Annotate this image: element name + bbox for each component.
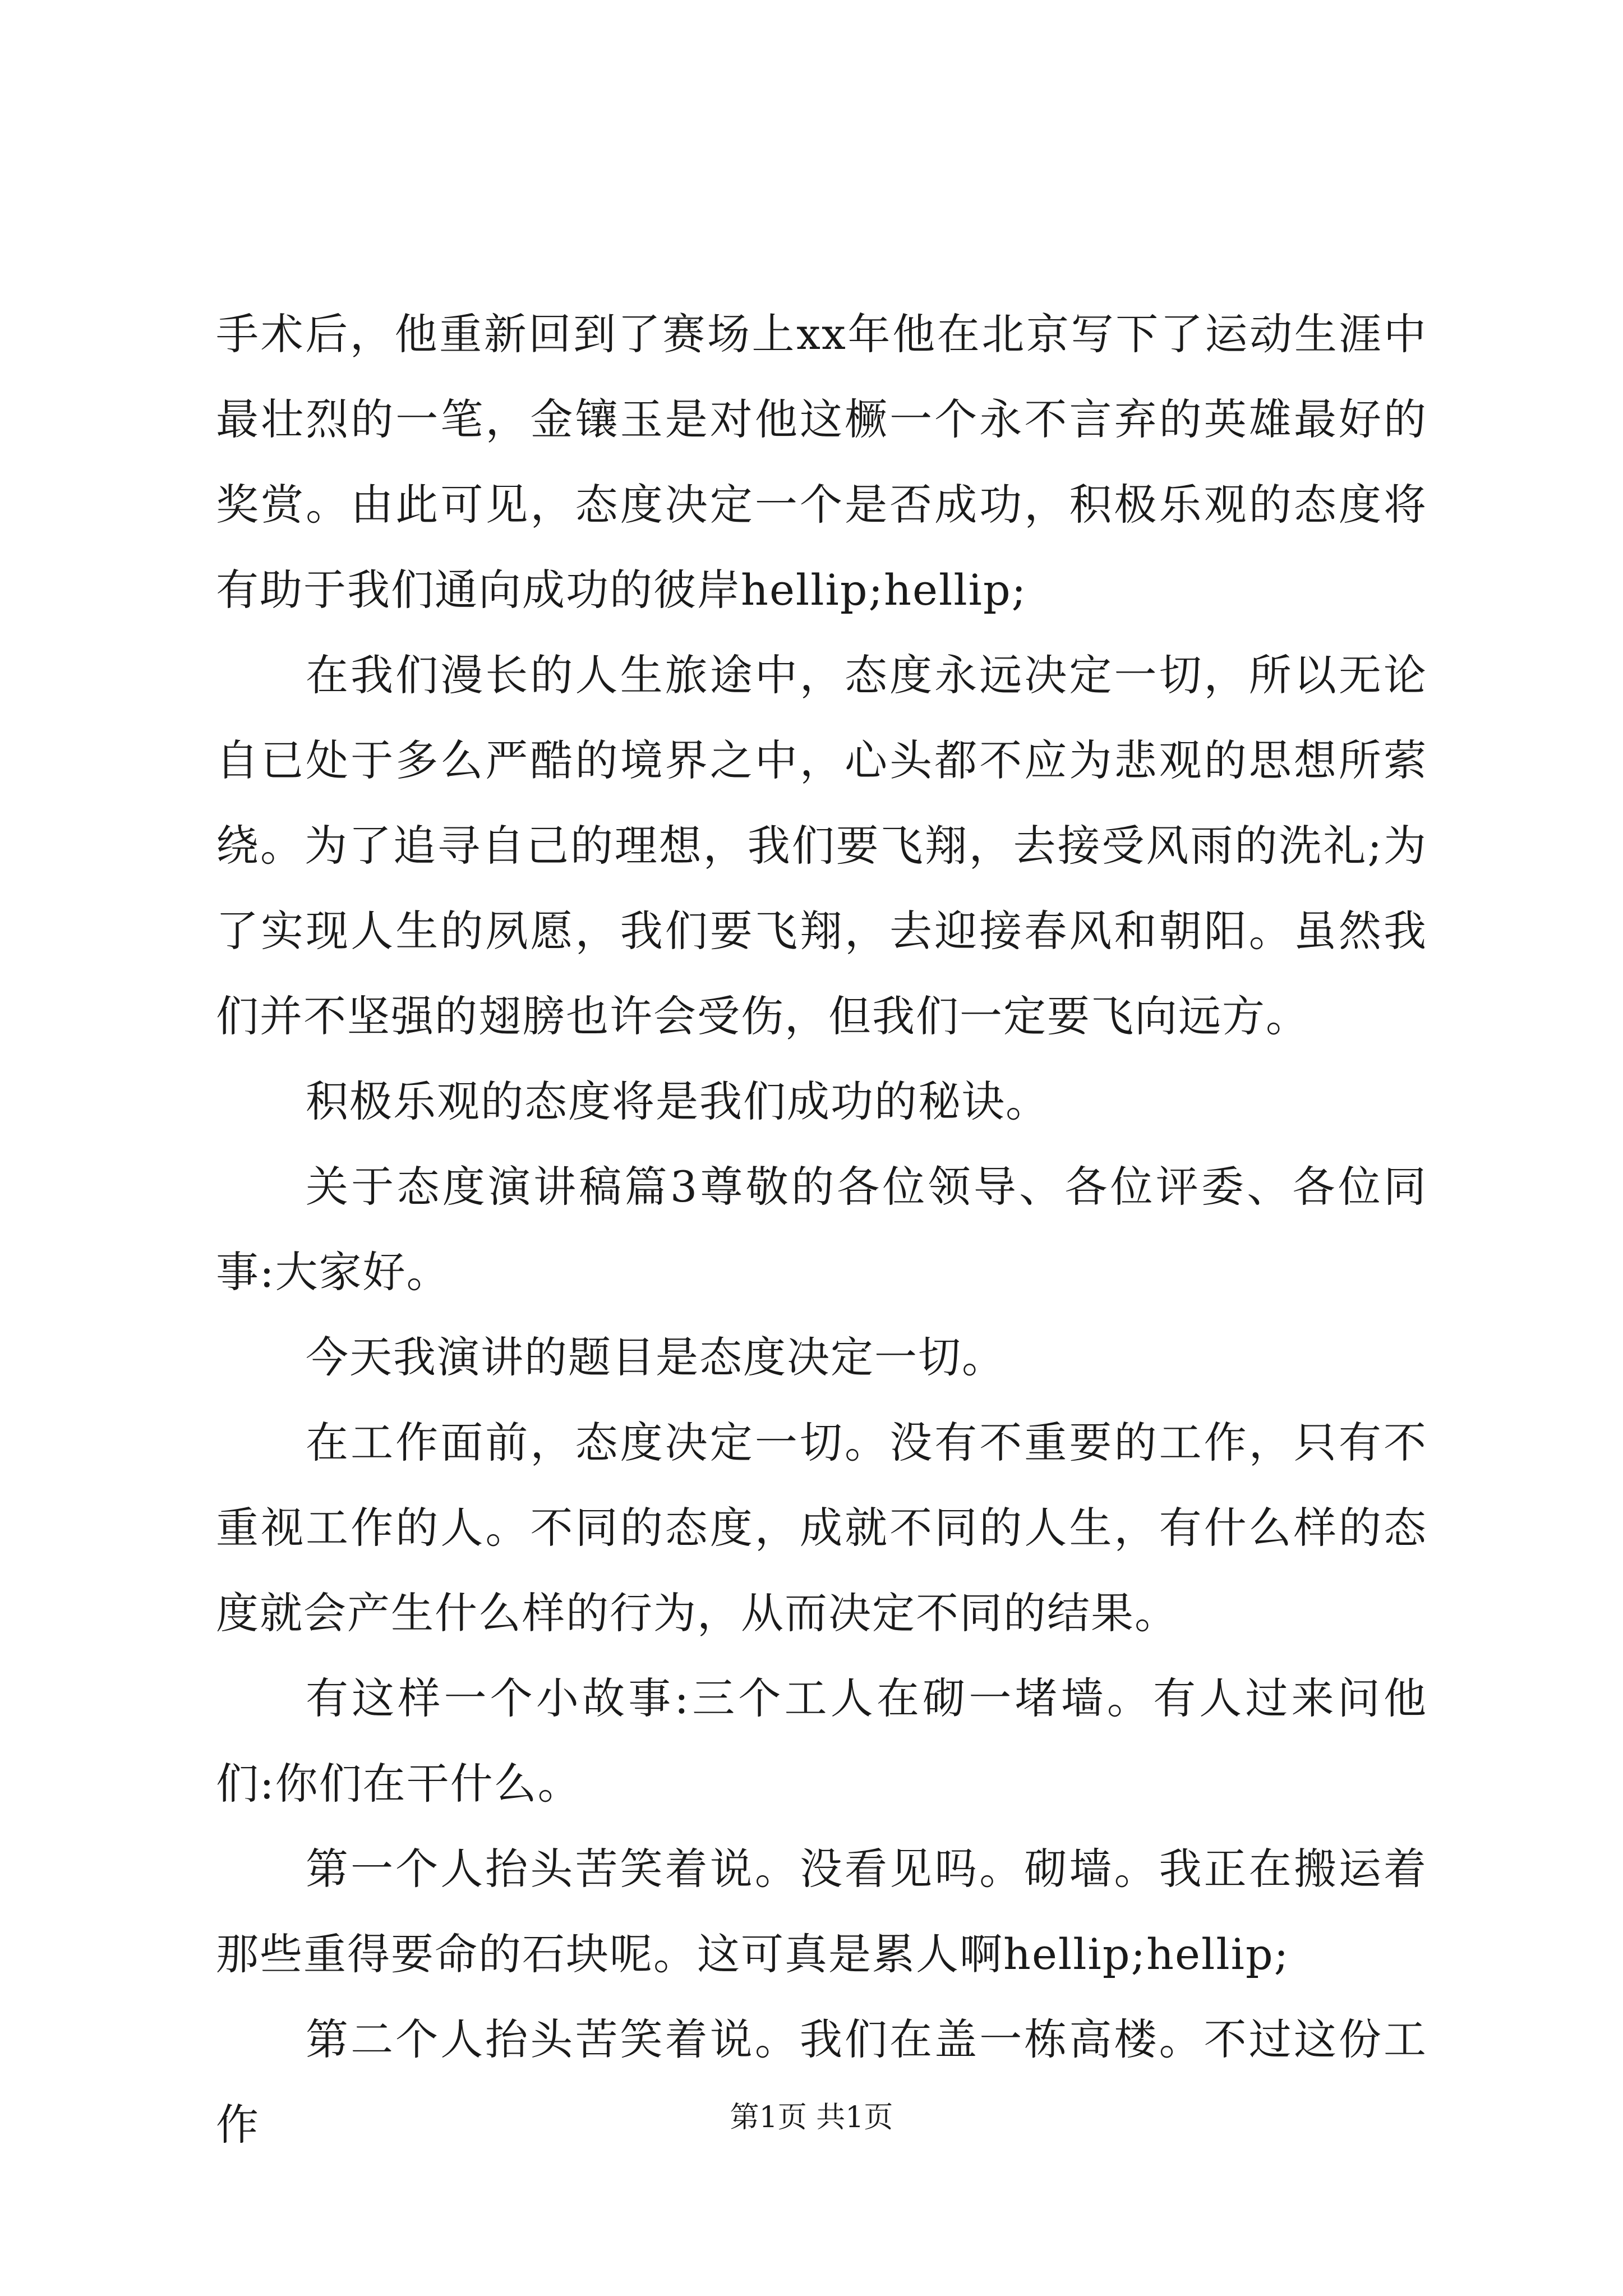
paragraph-5: 今天我演讲的题目是态度决定一切。 xyxy=(306,1332,1006,1382)
paragraph-8: 第一个人抬头苦笑着说。没看见吗。砌墙。我正在搬运着那些重得要命的石块呢。这可真是累人啊hellip;hellip; xyxy=(216,1844,1427,1979)
paragraph-7: 有这样一个小故事:三个工人在砌一堵墙。有人过来问他们:你们在干什么。 xyxy=(216,1673,1427,1809)
paragraph-6: 在工作面前，态度决定一切。没有不重要的工作，只有不重视工作的人。不同的态度，成就不同的人生，有什么样的态度就会产生什么样的行为，从而决定不同的结果。 xyxy=(216,1418,1427,1638)
paragraph-3: 积极乐观的态度将是我们成功的秘诀。 xyxy=(306,1076,1049,1126)
paragraph-9: 第二个人抬头苦笑着说。我们在盖一栋高楼。不过这份工作 xyxy=(216,2014,1427,2150)
paragraph-1: 手术后，他重新回到了赛场上xx年他在北京写下了运动生涯中最壮烈的一笔，金镶玉是对他这橛一个永不言弃的英雄最好的奖赏。由此可见，态度决定一个是否成功，积极乐观的态度将有助于我们通向成功的彼岸hellip;hellip; xyxy=(216,309,1427,615)
paragraph-2: 在我们漫长的人生旅途中，态度永远决定一切，所以无论自已处于多么严酷的境界之中，心头都不应为悲观的思想所萦绕。为了追寻自己的理想，我们要飞翔，去接受风雨的洗礼;为了实现人生的夙愿，我们要飞翔，去迎接春风和朝阳。虽然我们并不坚强的翅膀也许会受伤，但我们一定要飞向远方。 xyxy=(216,650,1427,1041)
page-number-footer: 第1页 共1页 xyxy=(730,2101,893,2134)
paragraph-4: 关于态度演讲稿篇3尊敬的各位领导、各位评委、各位同事:大家好。 xyxy=(216,1162,1427,1297)
document-body xyxy=(216,292,1427,2168)
